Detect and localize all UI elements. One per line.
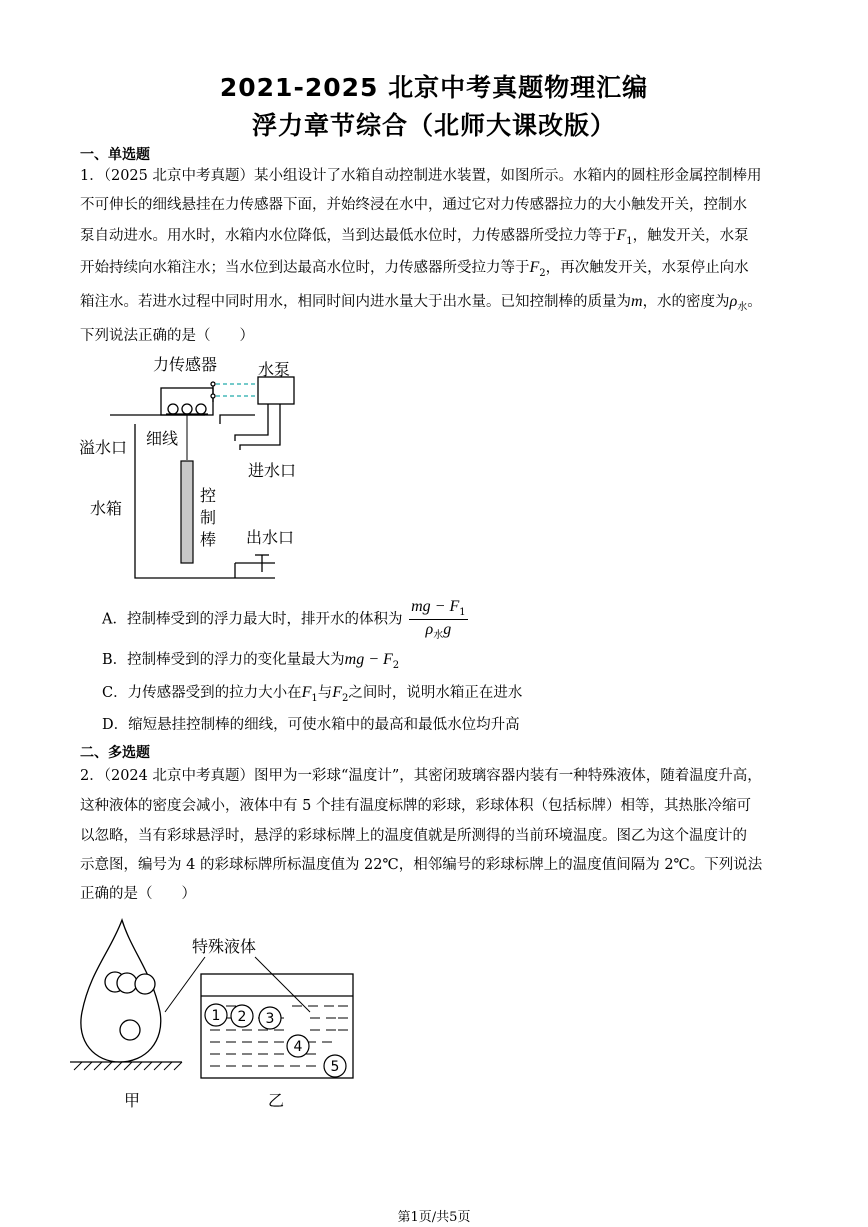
q1-option-b[interactable]: B．控制棒受到的浮力的变化量最大为mg − $F_2$	[102, 651, 400, 671]
q2-line-5: 正确的是（ ）	[80, 886, 196, 902]
q1-option-d[interactable]: D．缩短悬挂控制棒的细线，可使水箱中的最高和最低水位均升高	[102, 717, 520, 733]
label-rod-2: 制	[200, 508, 217, 527]
q2-line-2: 这种液体的密度会减小，液体中有 5 个挂有温度标牌的彩球，彩球体积（包括标牌）相等，其热胀冷缩可	[80, 798, 751, 814]
water-pump-box	[258, 377, 294, 404]
label-water-pump: 水泵	[258, 360, 291, 379]
q1-line-6: 下列说法正确的是（ ）	[80, 328, 254, 344]
page-number: 第1页/共5页	[397, 1210, 471, 1225]
page-subtitle: 浮力章节综合（北师大课改版）	[251, 111, 616, 140]
q1-line-2: 不可伸长的细线悬挂在力传感器下面，并始终浸在水中，通过它对力传感器拉力的大小触发开关，控制水	[80, 197, 747, 213]
ball-label-2: 2	[237, 1009, 247, 1025]
q1-line-3: 泵自动进水。用水时，水箱内水位降低，当到达最低水位时，力传感器所受拉力等于$F_1$，触发开关，水泵	[80, 227, 749, 247]
q1-line-1: 1．（2025 北京中考真题）某小组设计了水箱自动控制进水装置，如图所示。水箱内的圆柱形金属控制棒用	[80, 168, 762, 184]
label-yi: 乙	[268, 1091, 285, 1110]
q2-line-4: 示意图，编号为 4 的彩球标牌所标温度值为 22℃，相邻编号的彩球标牌上的温度值间隔为 2℃。下列说法	[80, 857, 763, 873]
ball-label-5: 5	[330, 1059, 340, 1075]
label-rod-3: 棒	[200, 530, 217, 549]
label-rod-1: 控	[200, 486, 217, 505]
section-heading-multi-choice: 二、多选题	[80, 745, 150, 761]
label-jia: 甲	[124, 1091, 141, 1110]
q2-line-3: 以忽略，当有彩球悬浮时，悬浮的彩球标牌上的温度值就是所测得的当前环境温度。图乙为这个温度计的	[80, 828, 747, 844]
label-special-liquid: 特殊液体	[192, 937, 257, 956]
q2-line-1: 2．（2024 北京中考真题）图甲为一彩球“温度计”，其密闭玻璃容器内装有一种特殊液体，随着温度升高，	[80, 768, 762, 784]
ball-label-3: 3	[265, 1011, 275, 1027]
q1-option-a[interactable]: A．控制棒受到的浮力最大时，排开水的体积为 $\frac{mg - F_1}{\rho_水g}$	[102, 598, 466, 641]
label-outlet: 出水口	[246, 528, 295, 547]
ball-label-4: 4	[293, 1039, 303, 1055]
label-force-sensor: 力传感器	[153, 355, 218, 374]
q1-option-c[interactable]: C．力传感器受到的拉力大小在$F_1$与$F_2$之间时，说明水箱正在进水	[102, 684, 523, 704]
liquid-pointer	[255, 957, 310, 1012]
label-inlet: 进水口	[248, 461, 297, 480]
label-overflow: 溢水口	[79, 438, 128, 457]
q1-line-5: 箱注水。若进水过程中同时用水，相同时间内进水量大于出水量。已知控制棒的质量为m，水的密度为$\rho_水$。	[80, 293, 762, 313]
page-title: 2021-2025 北京中考真题物理汇编	[219, 73, 649, 102]
label-tank: 水箱	[90, 499, 123, 518]
section-heading-single-choice: 一、单选题	[80, 147, 150, 163]
label-thread: 细线	[146, 429, 179, 448]
ball-label-1: 1	[211, 1008, 221, 1024]
q1-line-4: 开始持续向水箱注水；当水位到达最高水位时，力传感器所受拉力等于$F_2$，再次触发开关，水泵停止向水	[80, 259, 749, 279]
control-rod	[181, 461, 193, 563]
